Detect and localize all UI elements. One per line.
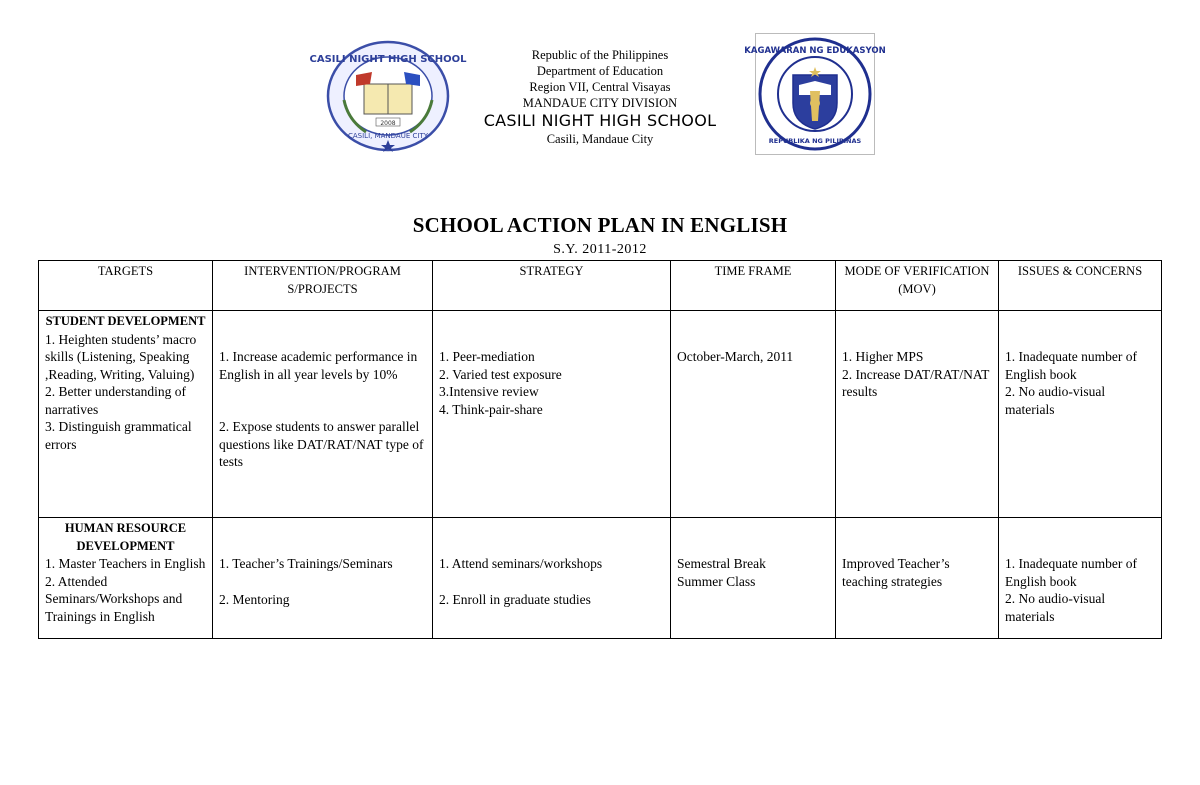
target-item: 1. Master Teachers in English: [45, 556, 206, 571]
issue-item: 2. No audio-visual materials: [1005, 384, 1106, 417]
mov-cell: [836, 518, 999, 639]
target-item: 3. Distinguish grammatical errors: [45, 419, 192, 452]
target-item: 1. Heighten students’ macro skills (Listening, Speaking ,Reading, Writing, Valuing): [45, 331, 197, 382]
region-line: Region VII, Central Visayas: [529, 80, 671, 94]
mov-item: 1. Higher MPS: [842, 349, 924, 364]
header-interventions: INTERVENTION/PROGRAM S/PROJECTS: [213, 261, 433, 311]
interventions-cell: [213, 518, 433, 639]
strategy-cell: [433, 311, 671, 518]
svg-text:REPUBLIKA NG PILIPINAS: REPUBLIKA NG PILIPINAS: [768, 137, 862, 145]
svg-text:KAGAWARAN NG EDUKASYON: KAGAWARAN NG EDUKASYON: [744, 46, 886, 56]
target-item: 2. Better understanding of narratives: [45, 384, 186, 417]
intervention-item: 2. Expose students to answer parallel questions like DAT/RAT/NAT type of tests: [219, 419, 424, 469]
strategy-cell: [433, 518, 671, 639]
division-line: MANDAUE CITY DIVISION: [522, 96, 678, 110]
time-frame-cell: [671, 311, 836, 518]
school-seal-logo: [309, 40, 467, 152]
header-strategy: STRATEGY: [433, 261, 671, 311]
section-title: STUDENT DEVELOPMENT: [45, 314, 206, 328]
issues-cell: [999, 518, 1162, 639]
issues-cell: [999, 311, 1162, 518]
mov-item: 2. Increase DAT/RAT/NAT results: [842, 366, 990, 399]
school-name: CASILI NIGHT HIGH SCHOOL: [483, 111, 717, 130]
svg-text:CASILI, MANDAUE CITY: CASILI, MANDAUE CITY: [348, 132, 428, 140]
time-frame-value: Semestral Break: [677, 556, 766, 571]
issue-item: 1. Inadequate number of English book: [1005, 349, 1137, 382]
letterhead: [470, 47, 730, 147]
strategy-item: 3.Intensive review: [439, 384, 539, 399]
intervention-item: 1. Teacher’s Trainings/Seminars: [219, 556, 393, 571]
issue-item: 1. Inadequate number of English book: [1005, 556, 1137, 589]
page-title: SCHOOL ACTION PLAN IN ENGLISH: [412, 213, 788, 237]
school-address: Casili, Mandaue City: [546, 132, 654, 146]
header-time-frame: TIME FRAME: [671, 261, 836, 311]
time-frame-cell: [671, 518, 836, 639]
strategy-item: 4. Think-pair-share: [439, 401, 543, 417]
department-line: Department of Education: [536, 64, 664, 78]
strategy-item: 2. Enroll in graduate studies: [439, 591, 591, 607]
republic-line: Republic of the Philippines: [531, 48, 669, 62]
deped-seal-logo: [744, 33, 886, 155]
header-issues: ISSUES & CONCERNS: [999, 261, 1162, 311]
strategy-item: 2. Varied test exposure: [439, 366, 562, 382]
targets-cell: [39, 311, 213, 518]
mov-item: Improved Teacher’s teaching strategies: [842, 556, 950, 589]
header-mov: MODE OF VERIFICATION (MOV): [836, 261, 999, 311]
table-row: [39, 311, 1162, 518]
strategy-item: 1. Attend seminars/workshops: [439, 556, 603, 571]
mov-cell: [836, 311, 999, 518]
issue-item: 2. No audio-visual materials: [1005, 591, 1106, 624]
targets-cell: [39, 518, 213, 639]
strategy-item: 1. Peer-mediation: [439, 349, 535, 364]
table-header-row: [39, 261, 1162, 311]
target-item: 2. Attended Seminars/Workshops and Trainings in English: [45, 573, 183, 624]
interventions-cell: [213, 311, 433, 518]
table-row: [39, 518, 1162, 639]
time-frame-value: October-March, 2011: [677, 349, 794, 364]
svg-text:2008: 2008: [380, 120, 396, 127]
intervention-item: 2. Mentoring: [219, 591, 290, 607]
svg-text:CASILI NIGHT HIGH SCHOOL: CASILI NIGHT HIGH SCHOOL: [309, 54, 467, 65]
intervention-item: 1. Increase academic performance in English in all year levels by 10%: [219, 349, 418, 382]
section-title: HUMAN RESOURCE DEVELOPMENT: [64, 521, 187, 553]
school-year: S.Y. 2011-2012: [553, 242, 647, 257]
action-plan-table: [38, 260, 1162, 639]
time-frame-value: Summer Class: [677, 573, 756, 589]
header-targets: TARGETS: [39, 261, 213, 311]
